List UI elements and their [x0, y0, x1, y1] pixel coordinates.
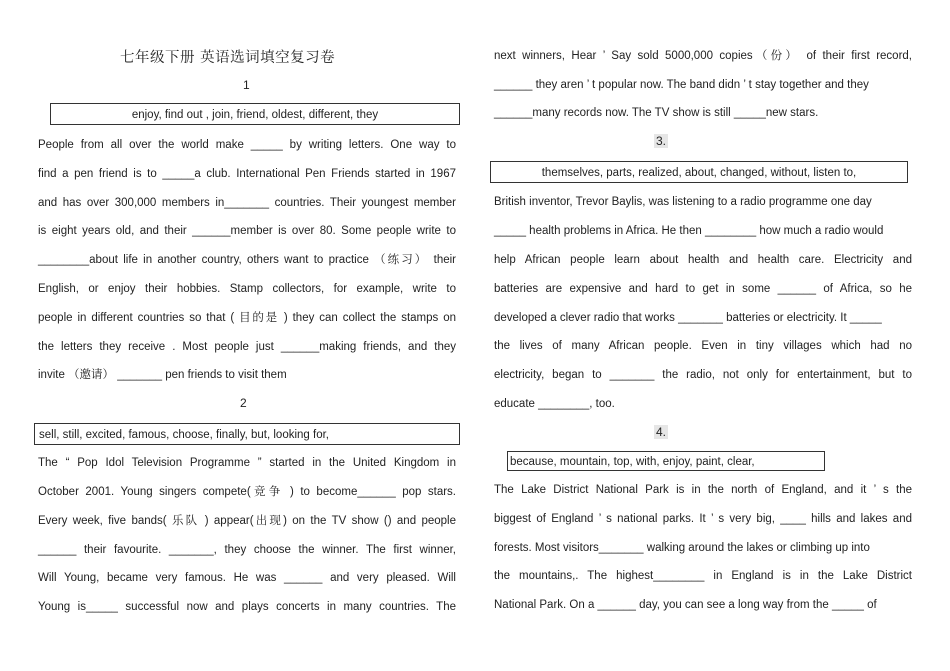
s1-line-9: invite （邀请） _______ pen friends to visit them [38, 369, 287, 381]
section-4-word-box [507, 451, 825, 471]
s1-line-5: ________about life in another country, others want to practice （练习） their [38, 254, 456, 266]
section-2-word-box [34, 423, 460, 445]
s1-line-6: English, or enjoy their hobbies. Stamp collectors, for example, write to [38, 283, 456, 295]
s1-line-1: People from all over the world make _____ by writing letters. One way to [38, 139, 456, 151]
s2-cont-line-1: next winners, Hear ’ Say sold 5000,000 copies（份） of their first record, [494, 50, 912, 62]
s1-line-3: and has over 300,000 members in_______ countries. Their youngest member [38, 197, 456, 209]
s3-line-8: educate ________, too. [494, 398, 615, 410]
s1-line-7: people in different countries so that ( 目的是 ) they can collect the stamps on [38, 312, 456, 324]
s4-line-2: biggest of England ’ s national parks. It ’ s very big, ____ hills and lakes and [494, 513, 912, 525]
section-2-number: 2 [240, 396, 247, 410]
section-3-word-list: themselves, parts, realized, about, changed, without, listen to, [541, 167, 857, 179]
s1-line-4: is eight years old, and their ______member is over 80. Some people write to [38, 225, 456, 237]
s4-line-1: The Lake District National Park is in the north of England, and it ’ s the [494, 484, 912, 496]
s2-line-3: Every week, five bands( 乐队 ) appear(出现) on the TV show () and people [38, 515, 456, 527]
section-1-number: 1 [243, 78, 250, 92]
s2-line-4: ______ their favourite. _______, they choose the winner. The first winner, [38, 544, 456, 556]
s3-line-2: _____ health problems in Africa. He then ________ how much a radio would [494, 225, 884, 237]
section-2-word-list: sell, still, excited, famous, choose, finally, but, looking for, [39, 429, 329, 441]
s2-cont-line-3: ______many records now. The TV show is still _____new stars. [494, 107, 819, 119]
s4-line-4: the mountains,. The highest________ in England is in the Lake District [494, 570, 912, 582]
section-4-number: 4. [656, 425, 667, 439]
s3-line-5: developed a clever radio that works _______ batteries or electricity. It _____ [494, 312, 882, 324]
s3-line-3: help African people learn about health and health care. Electricity and [494, 254, 912, 266]
s2-cont-line-2: ______ they aren ’ t popular now. The band didn ’ t stay together and they [494, 79, 869, 91]
s4-line-3: forests. Most visitors_______ walking around the lakes or climbing up into [494, 542, 870, 554]
s1-line-8: the letters they receive . Most people just ______making friends, and they [38, 341, 456, 353]
s2-line-2: October 2001. Young singers compete(竞争 ) to become______ pop stars. [38, 486, 456, 498]
s2-line-1: The “ Pop Idol Television Programme ” started in the United Kingdom in [38, 457, 456, 469]
s3-line-4: batteries are expensive and hard to get in some ______ of Africa, so he [494, 283, 912, 295]
s3-line-1: British inventor, Trevor Baylis, was listening to a radio programme one day [494, 196, 872, 208]
s3-line-6: the lives of many African people. Even in tiny villages which had no [494, 340, 912, 352]
section-3-number: 3. [656, 134, 667, 148]
s2-line-6: Young is_____ successful now and plays concerts in many countries. The [38, 601, 456, 613]
s1-line-2: find a pen friend is to _____a club. International Pen Friends started in 1967 [38, 168, 456, 180]
section-1-word-box [50, 103, 460, 125]
section-1-word-list: enjoy, find out , join, friend, oldest, different, they [131, 109, 379, 121]
s4-line-5: National Park. On a ______ day, you can see a long way from the _____ of [494, 599, 877, 611]
s3-line-7: electricity, began to _______ the radio, not only for entertainment, but to [494, 369, 912, 381]
section-4-word-list: because, mountain, top, with, enjoy, paint, clear, [510, 456, 755, 468]
page-title: 七年级下册 英语选词填空复习卷 [120, 50, 336, 66]
s2-line-5: Will Young, became very famous. He was ______ and very pleased. Will [38, 572, 456, 584]
section-3-word-box [490, 161, 908, 183]
